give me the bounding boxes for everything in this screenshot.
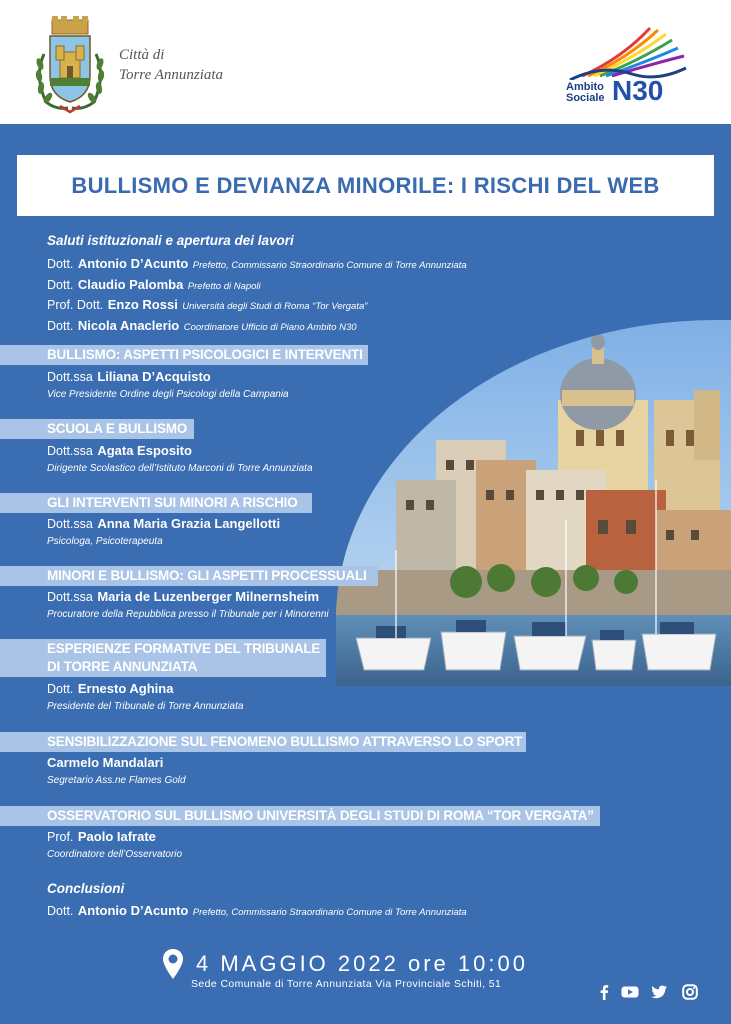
ambito-line-2: Sociale — [566, 92, 605, 104]
event-address: Sede Comunale di Torre Annunziata Via Provinciale Schiti, 51 — [191, 978, 502, 990]
session-title: SENSIBILIZZAZIONE SUL FENOMENO BULLISMO ATTRAVERSO LO SPORT — [47, 734, 523, 749]
speaker-name: Antonio D’Acunto — [77, 903, 189, 918]
speaker-description: Dirigente Scolastico dell’Istituto Marconi di Torre Annunziata — [47, 463, 313, 474]
ambito-label — [566, 82, 605, 104]
speaker-description: Coordinatore dell’Osservatorio — [47, 849, 183, 860]
city-crest-icon — [30, 14, 110, 114]
title-box — [17, 155, 714, 216]
speaker-name: Carmelo Mandalari — [47, 755, 164, 770]
speaker-role: Prefetto, Commissario Straordinario Comune di Torre Annunziata — [192, 907, 467, 918]
speaker-description: Procuratore della Repubblica presso il Tribunale per i Minorenni — [47, 609, 329, 620]
rainbow-swoosh-icon — [562, 18, 692, 80]
ambito-code: N30 — [612, 75, 664, 106]
speaker-description: Segretario Ass.ne Flames Gold — [47, 775, 186, 786]
speaker-prefix: Dott.ssa — [47, 590, 93, 604]
facebook-icon[interactable] — [596, 984, 612, 1000]
event-date: 4 MAGGIO 2022 ore 10:00 — [196, 951, 528, 976]
speaker-name: Antonio D’Acunto — [77, 256, 189, 271]
session-speaker — [47, 442, 192, 460]
speaker-prefix: Prof. Dott. — [47, 298, 104, 312]
conclusions-heading: Conclusioni — [47, 881, 125, 896]
session-title-line-2: DI TORRE ANNUNZIATA — [47, 659, 198, 674]
speaker-prefix: Dott.ssa — [47, 444, 93, 458]
session-speaker — [47, 368, 211, 386]
speaker-description: Presidente del Tribunale di Torre Annunziata — [47, 701, 244, 712]
speaker-line — [47, 255, 467, 273]
session-title-line-1: ESPERIENZE FORMATIVE DEL TRIBUNALE — [47, 641, 321, 656]
header — [0, 0, 731, 124]
instagram-icon[interactable] — [682, 984, 698, 1000]
speaker-role: Prefetto, Commissario Straordinario Comune di Torre Annunziata — [192, 260, 467, 271]
city-line-2: Torre Annunziata — [119, 67, 224, 83]
session-title: OSSERVATORIO SUL BULLISMO UNIVERSITÀ DEGLI STUDI DI ROMA “TOR VERGATA” — [47, 808, 594, 823]
speaker-name: Paolo Iafrate — [77, 829, 156, 844]
twitter-icon[interactable] — [650, 984, 668, 1000]
speaker-name: Claudio Palomba — [77, 277, 184, 292]
map-pin-icon — [162, 948, 184, 980]
session-title: GLI INTERVENTI SUI MINORI A RISCHIO — [47, 495, 298, 510]
session-speaker — [47, 515, 280, 533]
speaker-role: Coordinatore Ufficio di Piano Ambito N30 — [183, 322, 357, 333]
city-name — [119, 45, 223, 85]
session-speaker — [47, 588, 319, 606]
speaker-line — [47, 296, 367, 314]
session-title: MINORI E BULLISMO: GLI ASPETTI PROCESSUALI — [47, 568, 367, 583]
speaker-name: Anna Maria Grazia Langellotti — [97, 516, 281, 531]
session-speaker — [47, 828, 156, 846]
speaker-prefix: Dott. — [47, 278, 74, 292]
session-title: SCUOLA E BULLISMO — [47, 421, 188, 436]
speaker-prefix: Dott.ssa — [47, 517, 93, 531]
speaker-line — [47, 276, 261, 294]
conclusions-speaker — [47, 902, 467, 920]
speaker-prefix: Dott.ssa — [47, 370, 93, 384]
speaker-role: Prefetto di Napoli — [187, 281, 261, 292]
speaker-name: Nicola Anaclerio — [77, 318, 180, 333]
speaker-description: Vice Presidente Ordine degli Psicologi della Campania — [47, 389, 289, 400]
youtube-icon[interactable] — [621, 984, 639, 1000]
speaker-prefix: Dott. — [47, 682, 74, 696]
city-line-1: Città di — [119, 47, 165, 63]
speaker-role: Università degli Studi di Roma “Tor Vergata” — [182, 301, 368, 312]
speaker-description: Psicologa, Psicoterapeuta — [47, 536, 163, 547]
speaker-name: Agata Esposito — [97, 443, 192, 458]
speaker-prefix: Prof. — [47, 830, 74, 844]
speaker-name: Enzo Rossi — [107, 297, 178, 312]
event-title: BULLISMO E DEVIANZA MINORILE: I RISCHI DEL WEB — [71, 173, 660, 198]
speaker-prefix: Dott. — [47, 257, 74, 271]
speaker-name: Maria de Luzenberger Milnernsheim — [97, 589, 320, 604]
session-title: BULLISMO: ASPETTI PSICOLOGICI E INTERVENTI — [47, 347, 363, 362]
speaker-line — [47, 317, 357, 335]
session-speaker — [47, 680, 173, 698]
speaker-name: Ernesto Aghina — [77, 681, 174, 696]
ambito-logo — [562, 18, 692, 113]
ambito-line-1: Ambito — [566, 81, 604, 93]
speaker-prefix: Dott. — [47, 904, 74, 918]
speaker-name: Liliana D’Acquisto — [97, 369, 211, 384]
greetings-heading: Saluti istituzionali e apertura dei lavori — [47, 233, 294, 248]
session-speaker — [47, 754, 163, 772]
speaker-prefix: Dott. — [47, 319, 74, 333]
